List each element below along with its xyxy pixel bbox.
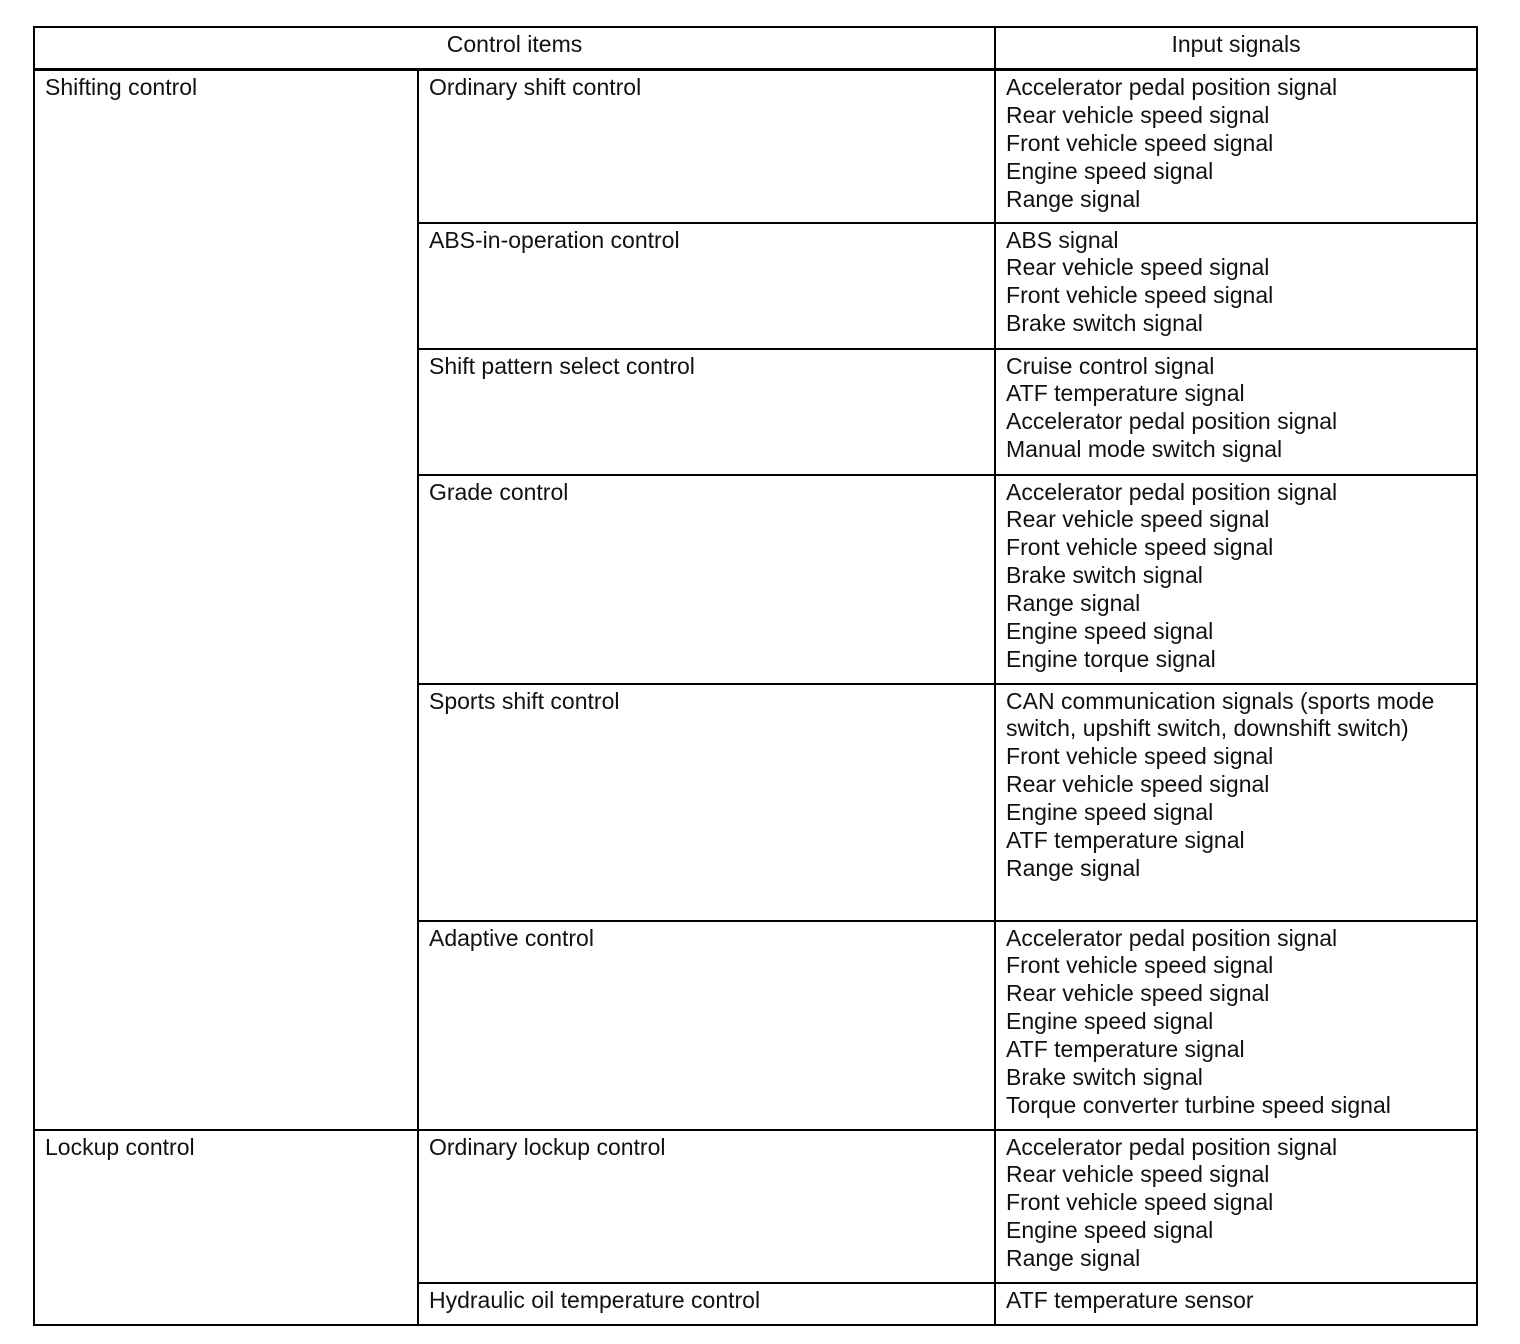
input-signals-cell: [995, 1130, 1477, 1283]
input-signal: Rear vehicle speed signal: [1006, 101, 1270, 128]
control-item: Grade control: [418, 475, 995, 684]
input-signal: Engine speed signal: [1006, 1217, 1214, 1244]
input-signal: Range signal: [1006, 1245, 1141, 1272]
input-signal: Engine torque signal: [1006, 645, 1216, 672]
group-shifting-control: Shifting control: [34, 70, 418, 1130]
control-item: Sports shift control: [418, 684, 995, 921]
input-signal: Front vehicle speed signal: [1006, 1189, 1274, 1216]
input-signal: Engine speed signal: [1006, 799, 1214, 826]
input-signal: ATF temperature signal: [1006, 827, 1245, 854]
input-signal: Front vehicle speed signal: [1006, 282, 1274, 309]
input-signal: Brake switch signal: [1006, 562, 1203, 589]
input-signals-cell: [995, 921, 1477, 1130]
input-signals-cell: [995, 223, 1477, 349]
input-signal: Engine speed signal: [1006, 1008, 1214, 1035]
input-signal: Engine speed signal: [1006, 618, 1214, 645]
control-item: Ordinary lockup control: [418, 1130, 995, 1283]
input-signal: Range signal: [1006, 590, 1141, 617]
input-signal: Rear vehicle speed signal: [1006, 771, 1270, 798]
input-signal: Accelerator pedal position signal: [1006, 478, 1338, 505]
control-item: Adaptive control: [418, 921, 995, 1130]
input-signal: Front vehicle speed signal: [1006, 534, 1274, 561]
input-signal: Rear vehicle speed signal: [1006, 254, 1270, 281]
input-signal: Torque converter turbine speed signal: [1006, 1091, 1391, 1118]
input-signal: ABS signal: [1006, 226, 1119, 253]
input-signals-cell: [995, 349, 1477, 475]
input-signal: ATF temperature signal: [1006, 380, 1245, 407]
group-lockup-control: Lockup control: [34, 1130, 418, 1325]
input-signal: Front vehicle speed signal: [1006, 952, 1274, 979]
table-row: [34, 1130, 1477, 1283]
input-signal: Range signal: [1006, 185, 1141, 212]
input-signal: Rear vehicle speed signal: [1006, 506, 1270, 533]
input-signals-cell: [995, 475, 1477, 684]
input-signal: ATF temperature sensor: [1006, 1286, 1254, 1313]
header-input-signals: Input signals: [995, 27, 1477, 70]
table-body: [34, 70, 1477, 1325]
input-signal: CAN communication signals (sports mode switch, upshift switch, downshift switch): [1006, 687, 1435, 742]
input-signal: Front vehicle speed signal: [1006, 129, 1274, 156]
input-signal: Range signal: [1006, 854, 1141, 881]
input-signals-cell: [995, 684, 1477, 921]
table-row: [34, 70, 1477, 223]
input-signal: Front vehicle speed signal: [1006, 743, 1274, 770]
input-signal: Accelerator pedal position signal: [1006, 924, 1338, 951]
input-signal: Manual mode switch signal: [1006, 436, 1283, 463]
header-control-items: Control items: [34, 27, 995, 70]
input-signals-cell: [995, 1283, 1477, 1325]
control-item: ABS-in-operation control: [418, 223, 995, 349]
input-signal: Rear vehicle speed signal: [1006, 1161, 1270, 1188]
input-signal: Accelerator pedal position signal: [1006, 1133, 1338, 1160]
input-signal: Accelerator pedal position signal: [1006, 74, 1338, 100]
input-signal: Engine speed signal: [1006, 157, 1214, 184]
control-items-table: [33, 26, 1478, 1326]
input-signal: ATF temperature signal: [1006, 1036, 1245, 1063]
input-signals-cell: [995, 70, 1477, 223]
control-item: Shift pattern select control: [418, 349, 995, 475]
control-item: Ordinary shift control: [418, 70, 995, 223]
input-signal: Rear vehicle speed signal: [1006, 980, 1270, 1007]
input-signal: Accelerator pedal position signal: [1006, 408, 1338, 435]
table-header: [34, 27, 1477, 70]
input-signal: Brake switch signal: [1006, 310, 1203, 337]
input-signal: Brake switch signal: [1006, 1064, 1203, 1091]
header-row: [34, 27, 1477, 70]
input-signal: Cruise control signal: [1006, 352, 1215, 379]
control-item: Hydraulic oil temperature control: [418, 1283, 995, 1325]
